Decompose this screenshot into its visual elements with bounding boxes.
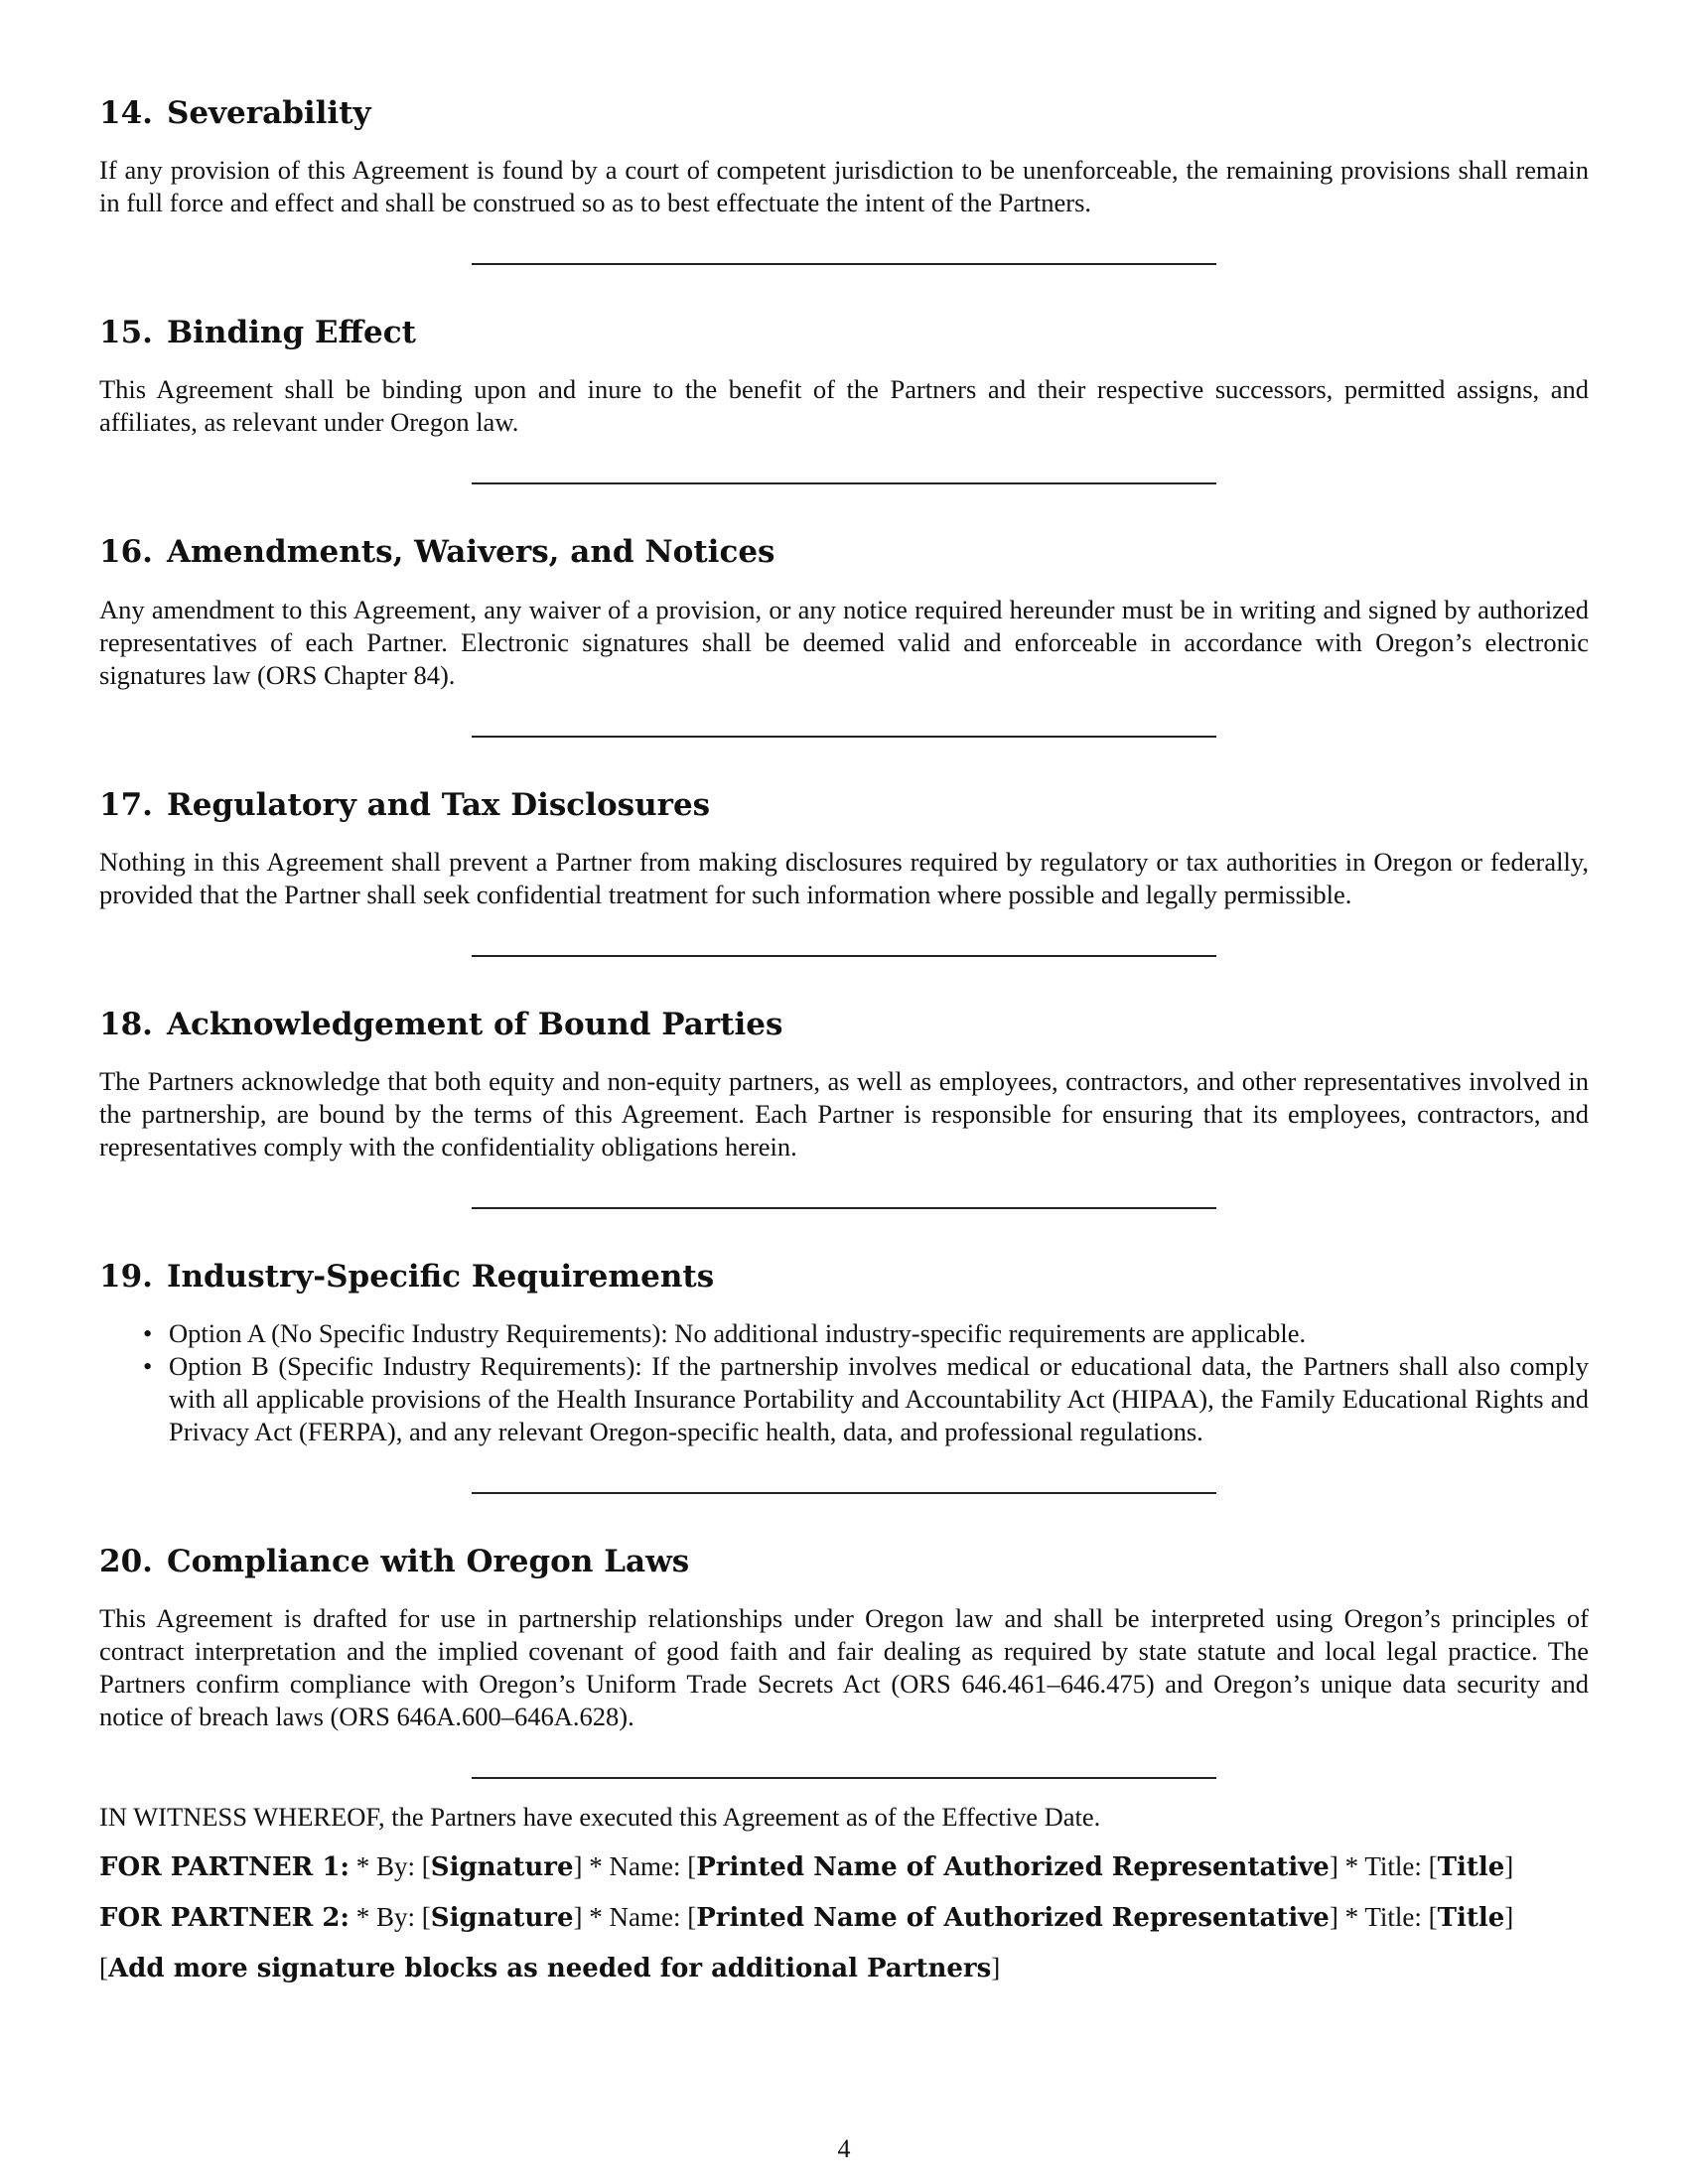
add-more-text: Add more signature blocks as needed for additional Partners xyxy=(108,1954,992,1984)
close-bracket: ] xyxy=(1504,1902,1514,1933)
section-regulatory-disclosures xyxy=(99,787,1589,911)
party-label: FOR PARTNER 2: xyxy=(99,1903,351,1934)
section-heading xyxy=(99,1259,1589,1296)
section-body: This Agreement shall be binding upon and inure to the benefit of the Partners and their respective successors, permitted assigns, and affiliates, as relevant under Oregon law. xyxy=(99,374,1589,438)
section-title: Acknowledgement of Bound Parties xyxy=(166,1006,783,1042)
section-title: Compliance with Oregon Laws xyxy=(166,1544,690,1580)
signature-block-partner-1 xyxy=(99,1850,1589,1884)
section-severability xyxy=(99,95,1589,219)
signature-placeholder: Signature xyxy=(430,1852,574,1883)
section-heading xyxy=(99,787,1589,824)
section-number: 15. xyxy=(99,315,153,351)
open-bracket: [ xyxy=(99,1953,108,1983)
section-divider xyxy=(472,955,1216,957)
options-list xyxy=(99,1317,1589,1448)
printed-name-placeholder: Printed Name of Authorized Representative xyxy=(696,1903,1330,1934)
option-text: Option B (Specific Industry Requirements): If the partnership involves medical or educational data, the Partners shall also comply with all applicable provisions of the Health Insurance Portability and Accountability Act (HIPAA), the Family Educational Rights and Privacy Act (FERPA), and any relevant Oregon-specific health, data, and professional regulations. xyxy=(169,1351,1589,1447)
close-bracket: ] xyxy=(991,1953,1001,1983)
page-number: 4 xyxy=(837,2134,851,2163)
section-heading xyxy=(99,1007,1589,1043)
section-number: 14. xyxy=(99,95,153,131)
section-divider xyxy=(472,1777,1216,1779)
section-divider xyxy=(472,1492,1216,1494)
section-body: This Agreement is drafted for use in partnership relationships under Oregon law and shall be interpreted using Oregon’s principles of contract interpretation and the implied covenant of good faith and fair dealing as required by state statute and local legal practice. The Partners confirm compliance with Oregon’s Uniform Trade Secrets Act (ORS 646.461–646.475) and Oregon’s unique data security and notice of breach laws (ORS 646A.600–646A.628). xyxy=(99,1603,1589,1732)
section-divider xyxy=(472,263,1216,265)
section-amendments xyxy=(99,534,1589,691)
section-number: 18. xyxy=(99,1006,153,1042)
party-label: FOR PARTNER 1: xyxy=(99,1852,351,1883)
section-heading xyxy=(99,95,1589,132)
section-binding-effect xyxy=(99,315,1589,439)
witness-statement: IN WITNESS WHEREOF, the Partners have executed this Agreement as of the Effective Date. xyxy=(99,1802,1101,1833)
signature-block-partner-2 xyxy=(99,1901,1589,1935)
section-number: 19. xyxy=(99,1258,153,1295)
section-heading xyxy=(99,534,1589,571)
section-body: The Partners acknowledge that both equity and non-equity partners, as well as employees, contractors, and other representatives involved in the partnership, are bound by the terms of this Agreement. Each Partner is responsible for ensuring that its employees, contractors, and representatives comply with the confidentiality obligations herein. xyxy=(99,1065,1589,1161)
document-page xyxy=(99,95,1589,1985)
bullet-icon: • xyxy=(143,1351,153,1382)
section-title: Industry-Specific Requirements xyxy=(166,1258,715,1295)
printed-name-placeholder: Printed Name of Authorized Representative xyxy=(696,1852,1330,1883)
by-label: * By: [ xyxy=(355,1851,431,1882)
bullet-icon: • xyxy=(143,1318,153,1349)
name-label: ] * Name: [ xyxy=(573,1902,697,1933)
title-label: ] * Title: [ xyxy=(1329,1851,1438,1882)
section-oregon-compliance xyxy=(99,1544,1589,1733)
section-number: 16. xyxy=(99,534,153,571)
section-body: Nothing in this Agreement shall prevent a Partner from making disclosures required by regulatory or tax authorities in Oregon or federally, provided that the Partner shall seek confidential treatment for such information where possible and legally permissible. xyxy=(99,846,1589,909)
section-divider xyxy=(472,482,1216,484)
option-text: Option A (No Specific Industry Requirements): No additional industry-specific requirements are applicable. xyxy=(169,1318,1307,1349)
title-placeholder: Title xyxy=(1437,1852,1505,1883)
section-body: If any provision of this Agreement is found by a court of competent jurisdiction to be unenforceable, the remaining provisions shall remain in full force and effect and shall be construed so as to best effectuate the intent of the Partners. xyxy=(99,155,1589,218)
add-more-signatures-note xyxy=(99,1952,1589,1985)
section-number: 17. xyxy=(99,786,153,823)
section-bound-parties xyxy=(99,1007,1589,1163)
section-title: Binding Effect xyxy=(166,315,416,351)
name-label: ] * Name: [ xyxy=(573,1851,697,1882)
list-item xyxy=(143,1317,1589,1350)
section-industry-requirements xyxy=(99,1259,1589,1448)
signature-placeholder: Signature xyxy=(430,1903,574,1934)
list-item xyxy=(143,1350,1589,1448)
section-body: Any amendment to this Agreement, any waiver of a provision, or any notice required hereunder must be in writing and signed by authorized representatives of each Partner. Electronic signatures shall be deemed valid and enforceable in accordance with Oregon’s electronic signatures law (ORS Chapter 84). xyxy=(99,594,1589,690)
by-label: * By: [ xyxy=(355,1902,431,1933)
title-placeholder: Title xyxy=(1437,1903,1505,1934)
section-title: Amendments, Waivers, and Notices xyxy=(166,534,775,571)
section-number: 20. xyxy=(99,1544,153,1580)
section-heading xyxy=(99,1544,1589,1580)
section-divider xyxy=(472,1207,1216,1209)
section-divider xyxy=(472,736,1216,738)
close-bracket: ] xyxy=(1504,1851,1514,1882)
section-title: Severability xyxy=(166,95,371,131)
section-heading xyxy=(99,315,1589,351)
title-label: ] * Title: [ xyxy=(1329,1902,1438,1933)
section-title: Regulatory and Tax Disclosures xyxy=(166,786,711,823)
